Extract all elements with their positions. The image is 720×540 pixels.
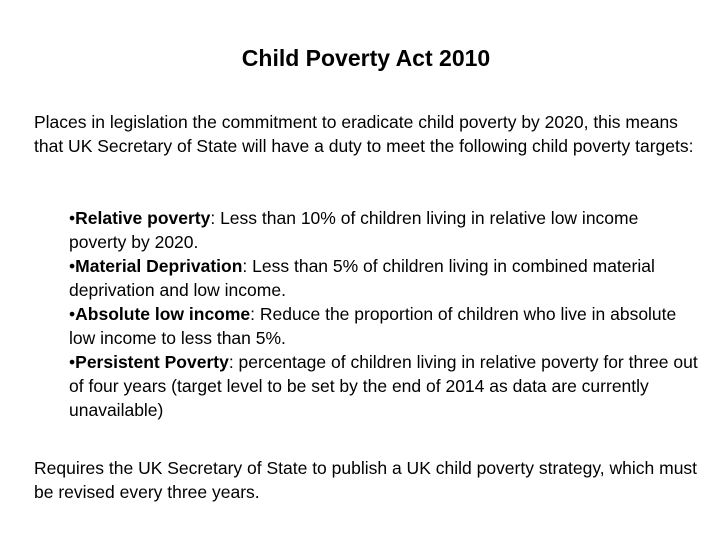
target-item-relative-poverty	[69, 206, 699, 254]
bullet: •	[69, 304, 76, 324]
closing-paragraph: Requires the UK Secretary of State to publish a UK child poverty strategy, which must be revised every three years.	[34, 458, 698, 502]
bullet: •	[69, 256, 76, 276]
target-description: : Reduce the proportion of children who live in absolute low income to less than 5%.	[69, 304, 677, 348]
targets-list	[69, 206, 699, 422]
slide-title: Child Poverty Act 2010	[241, 45, 491, 71]
target-term: Persistent Poverty	[75, 352, 229, 372]
bullet: •	[69, 352, 76, 372]
target-term: Material Deprivation	[75, 256, 243, 276]
intro-paragraph: Places in legislation the commitment to eradicate child poverty by 2020, this means that UK Secretary of State will have a duty to meet the following child poverty targets:	[34, 112, 694, 156]
target-item-persistent-poverty	[69, 350, 699, 422]
target-description: : Less than 10% of children living in relative low income poverty by 2020.	[69, 208, 639, 252]
target-description: : Less than 5% of children living in combined material deprivation and low income.	[69, 256, 655, 300]
target-item-absolute-low-income	[69, 302, 699, 350]
target-term: Relative poverty	[75, 208, 211, 228]
target-description: : percentage of children living in relative poverty for three out of four years (target level to be set by the end of 2014 as data are currently unavailable)	[69, 352, 698, 420]
target-term: Absolute low income	[75, 304, 251, 324]
bullet: •	[69, 208, 76, 228]
target-item-material-deprivation	[69, 254, 699, 302]
